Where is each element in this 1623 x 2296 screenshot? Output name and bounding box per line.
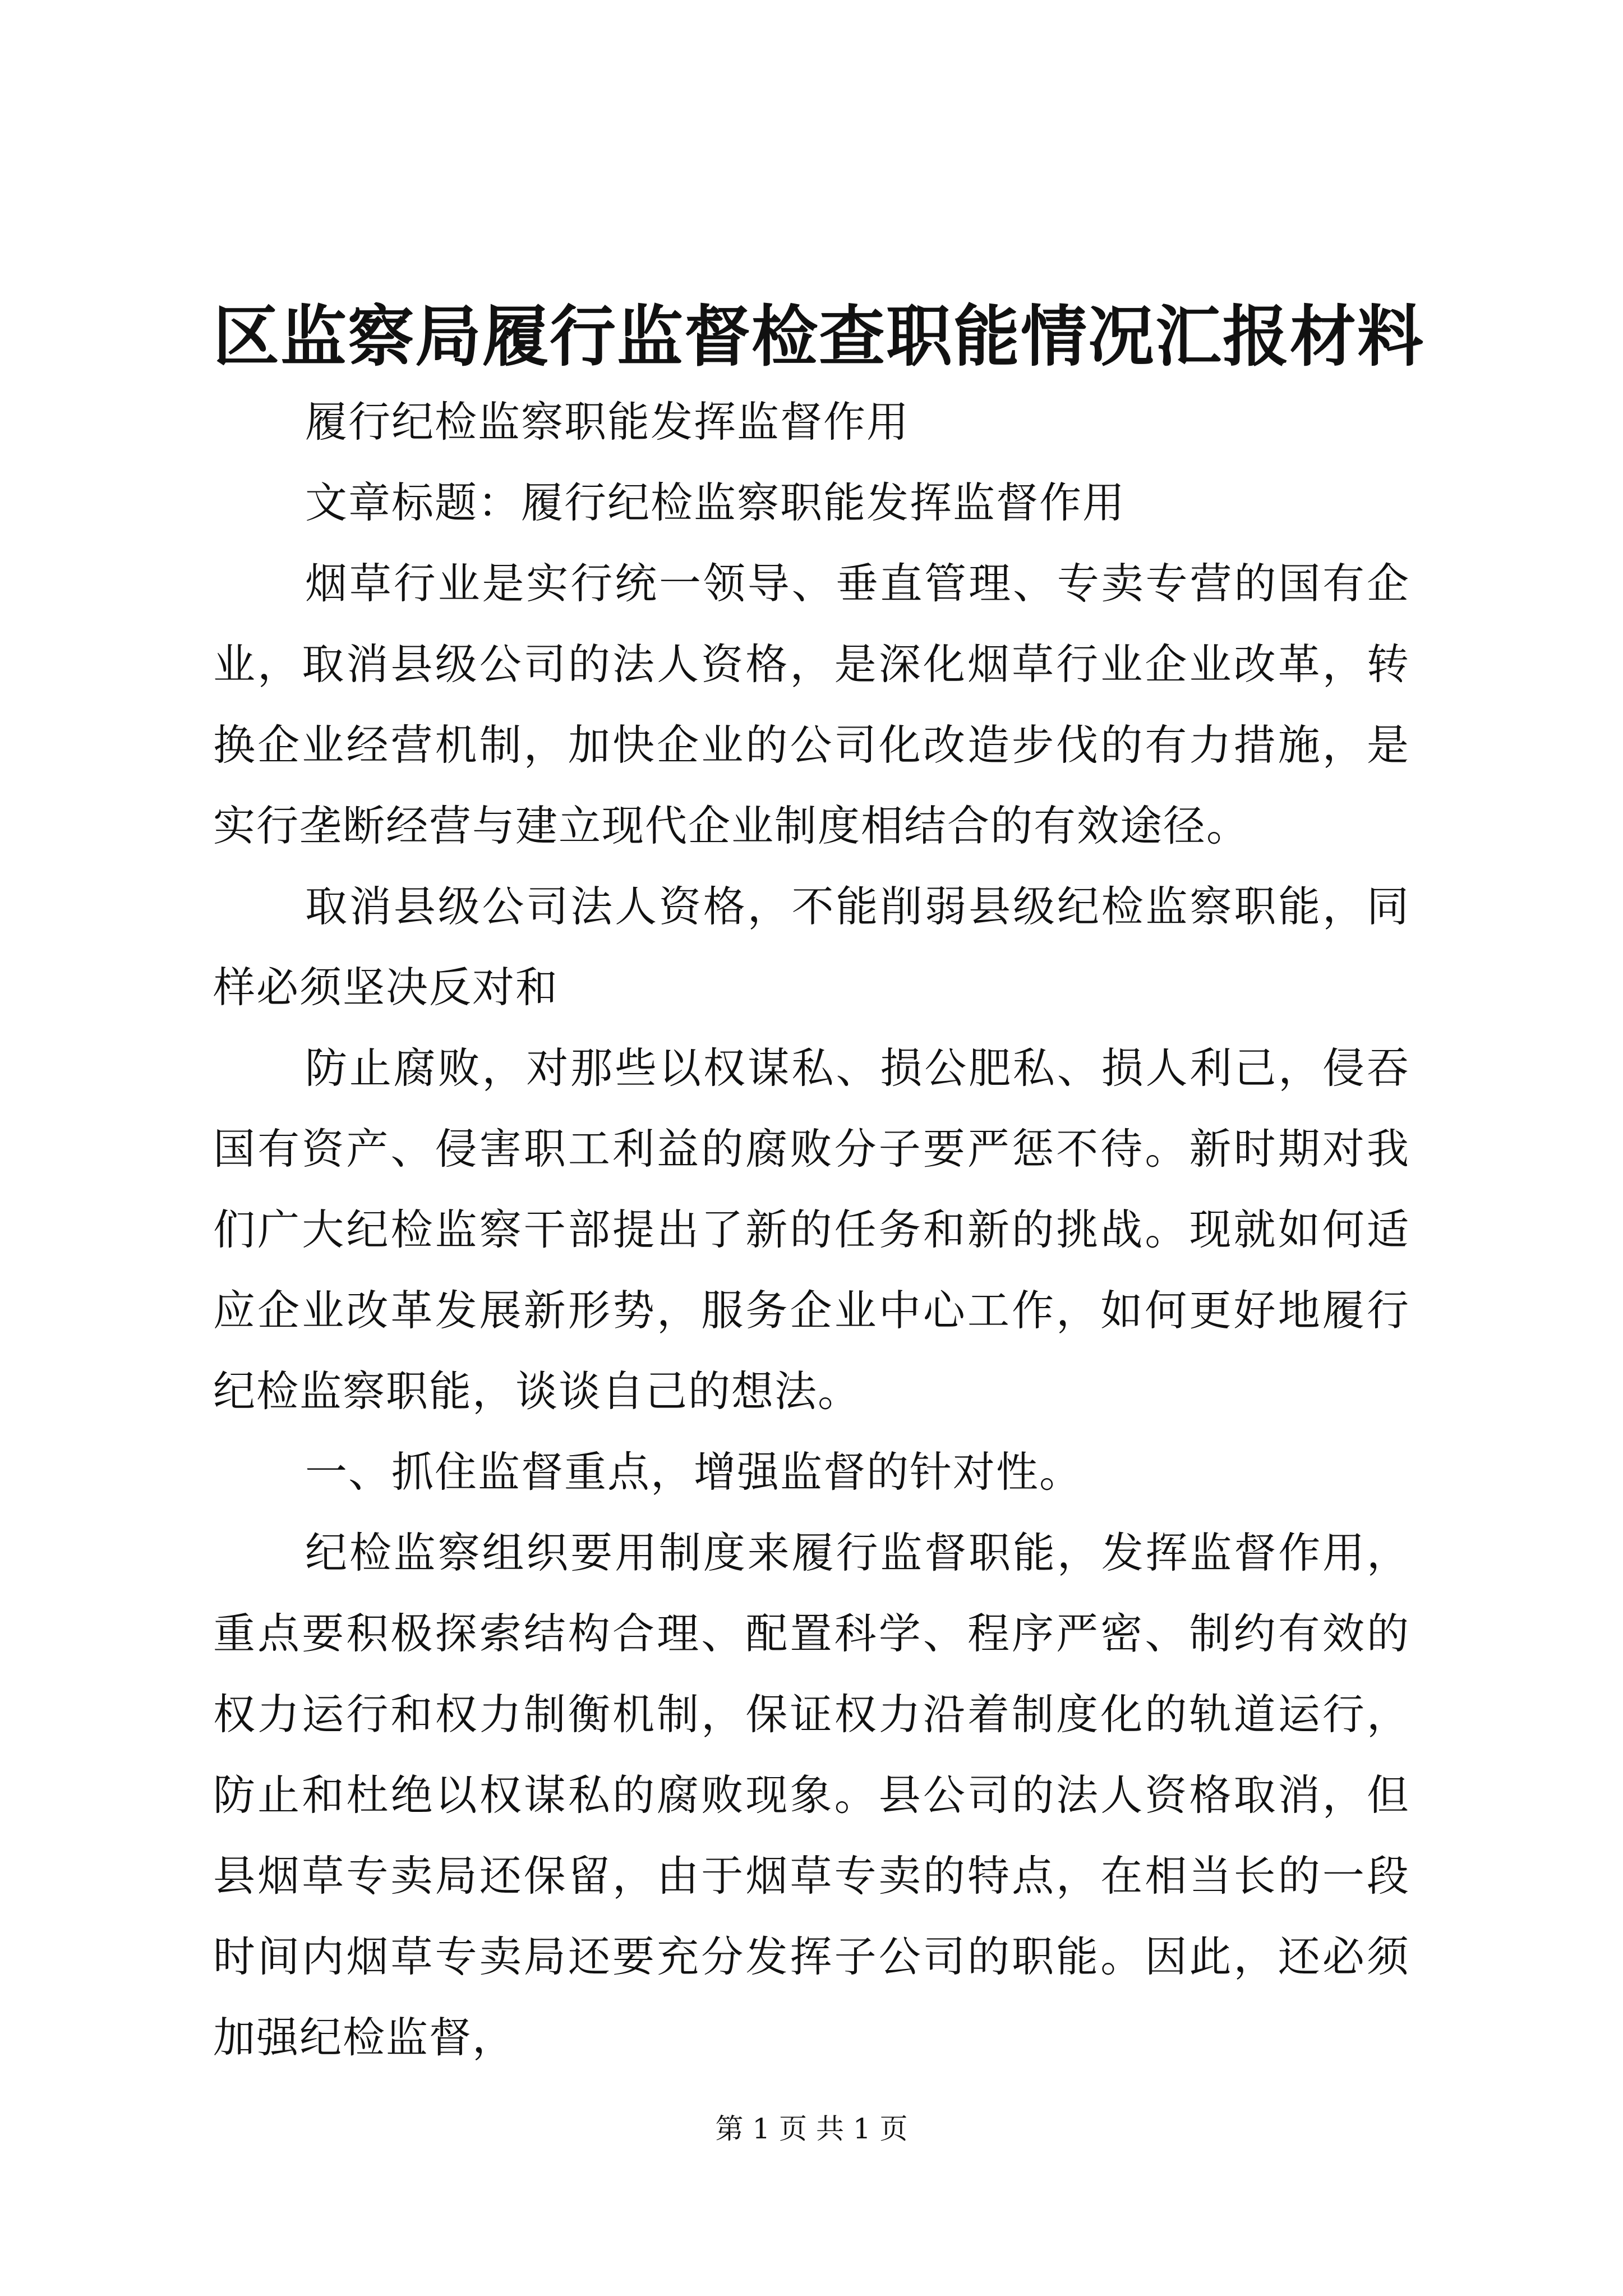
paragraph-article-title: 文章标题：履行纪检监察职能发挥监督作用 — [305, 478, 1126, 527]
section-heading-1: 一、抓住监督重点，增强监督的针对性。 — [305, 1447, 1083, 1497]
document-title: 区监察局履行监督检查职能情况汇报材料 — [213, 297, 1425, 375]
paragraph-subtitle: 履行纪检监察职能发挥监督作用 — [305, 397, 910, 447]
page-footer: 第 1 页 共 1 页 — [715, 2113, 908, 2145]
paragraph-supervision-system: 纪检监察组织要用制度来履行监督职能，发挥监督作用，重点要积极探索结构合理、配置科学、程序严密、制约有效的权力运行和权力制衡机制，保证权力沿着制度化的轨道运行，防止和杜绝以权谋私的腐败现象。县公司的法人资格取消，但县烟草专卖局还保留，由于烟草专卖的特点，在相当长的一段时间内烟草专卖局还要充分发挥子公司的职能。因此，还必须加强纪检监督， — [213, 1528, 1410, 2062]
paragraph-intro: 烟草行业是实行统一领导、垂直管理、专卖专营的国有企业，取消县级公司的法人资格，是深化烟草行业企业改革，转换企业经营机制，加快企业的公司化改造步伐的有力措施，是实行垄断经营与建立现代企业制度相结合的有效途径。 — [213, 559, 1410, 850]
document-body — [213, 381, 1410, 2078]
paragraph-cancel-legal-status: 取消县级公司法人资格，不能削弱县级纪检监察职能，同样必须坚决反对和 — [213, 882, 1410, 1012]
paragraph-anti-corruption: 防止腐败，对那些以权谋私、损公肥私、损人利己，侵吞国有资产、侵害职工利益的腐败分子要严惩不待。新时期对我们广大纪检监察干部提出了新的任务和新的挑战。现就如何适应企业改革发展新形势，服务企业中心工作，如何更好地履行纪检监察职能，谈谈自己的想法。 — [213, 1043, 1410, 1416]
